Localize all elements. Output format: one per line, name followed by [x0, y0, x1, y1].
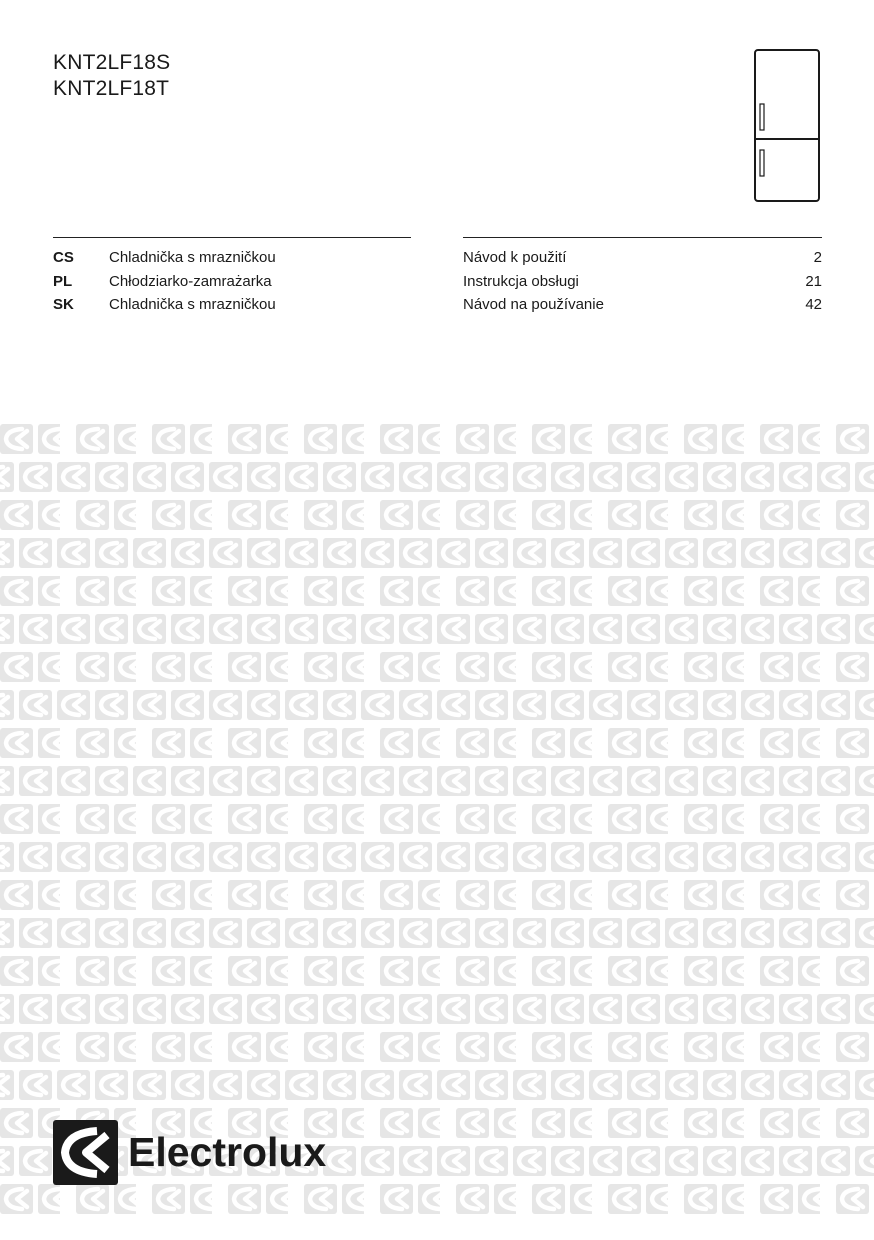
language-code: SK [53, 296, 74, 314]
language-row [53, 293, 411, 317]
manual-title: Návod na používanie [463, 296, 604, 314]
language-list [53, 246, 411, 317]
model-numbers [53, 50, 170, 102]
product-name: Chladnička s mrazničkou [109, 249, 276, 267]
manual-row [463, 246, 822, 270]
model-number: KNT2LF18T [53, 77, 170, 100]
model-number: KNT2LF18S [53, 51, 171, 74]
page-number: 2 [813, 249, 822, 267]
fridge-freezer-icon [754, 49, 820, 202]
language-row [53, 270, 411, 294]
product-name: Chłodziarko-zamrażarka [109, 272, 272, 290]
language-row [53, 246, 411, 270]
manual-row [463, 293, 822, 317]
page-number: 42 [805, 296, 822, 314]
page-number: 21 [805, 272, 822, 290]
brand-name: Electrolux [128, 1129, 327, 1175]
logo-pattern-background [0, 424, 874, 1218]
brand-logo [53, 1120, 326, 1185]
product-name: Chladnička s mrazničkou [109, 296, 276, 314]
electrolux-logo-icon [53, 1120, 118, 1185]
language-code: CS [53, 249, 74, 267]
manual-row [463, 270, 822, 294]
language-code: PL [53, 272, 73, 290]
manual-title: Návod k použití [463, 249, 567, 267]
divider [463, 237, 822, 238]
manual-list [463, 246, 822, 317]
manual-title: Instrukcja obsługi [463, 272, 579, 290]
divider [53, 237, 411, 238]
